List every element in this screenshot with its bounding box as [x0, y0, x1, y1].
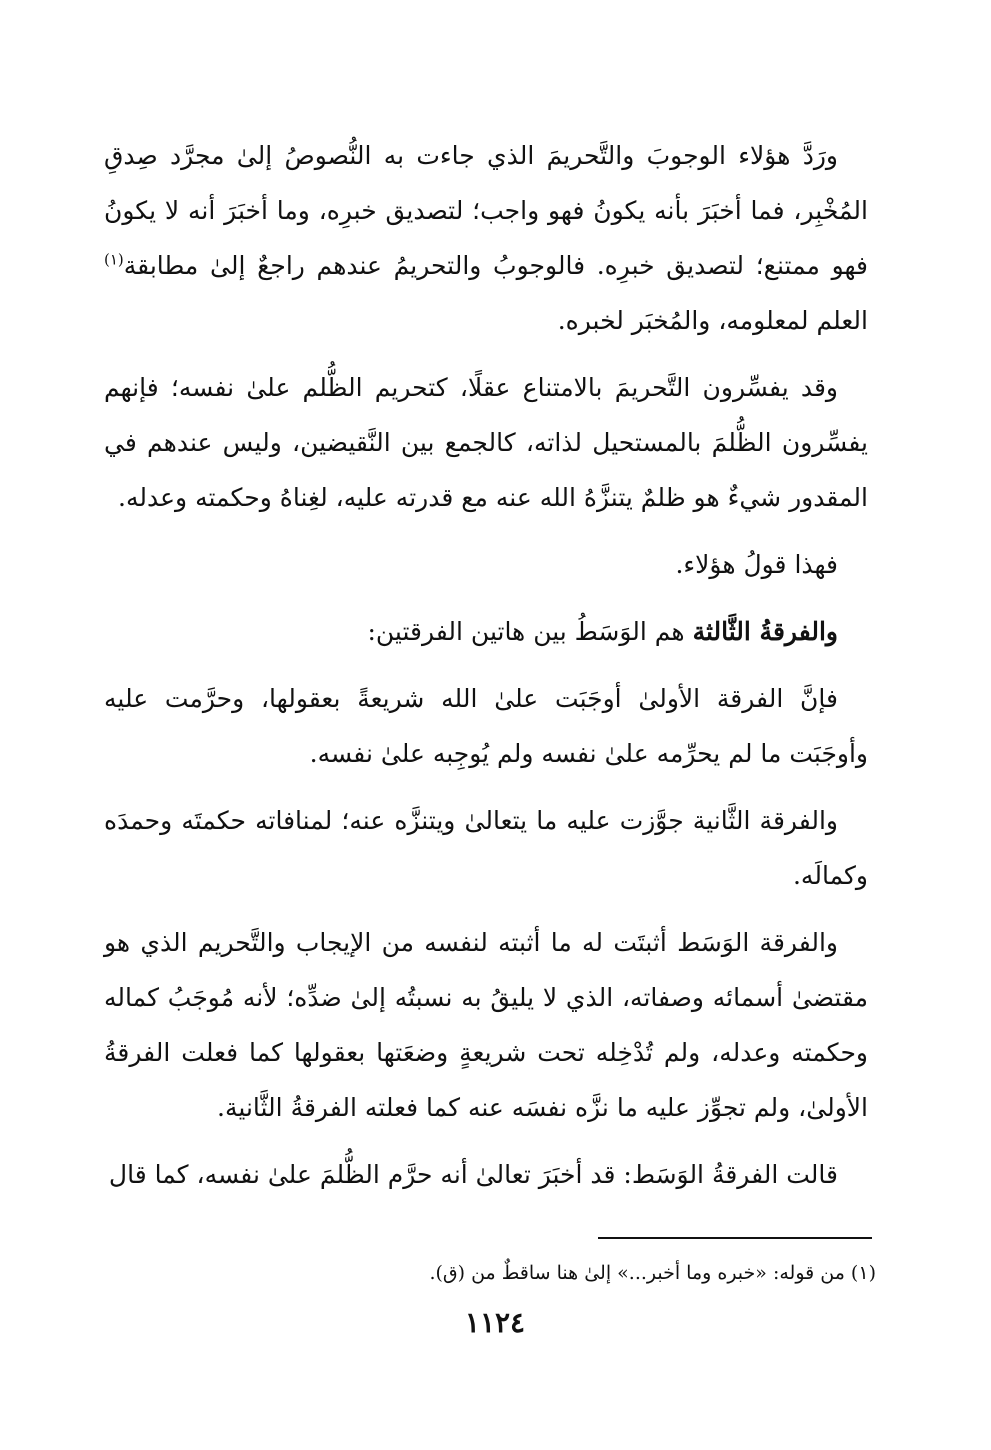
paragraph-1-text: ورَدَّ هؤلاء الوجوبَ والتَّحريمَ الذي جاءت به النُّصوصُ إلىٰ مجرَّد صِدقِ المُخْبِر، فما أخبَرَ بأنه يكونُ فهو واجب؛ لتصديق خبرِه، وما أخبَرَ أنه لا يكونُ فهو ممتنع؛ لتصديق خبرِه. فالوجوبُ والتحريمُ عندهم راجعٌ إلىٰ مطابقة: [104, 141, 868, 280]
paragraph-6: والفرقة الثَّانية جوَّزت عليه ما يتعالىٰ ويتنزَّه عنه؛ لمنافاته حكمتَه وحمدَه وكمالَه.: [104, 806, 868, 890]
paragraph-4-rest: هم الوَسَطُ بين هاتين الفرقتين:: [367, 617, 685, 646]
paragraph-3: فهذا قولُ هؤلاء.: [675, 550, 838, 579]
paragraph-1-tail: العلم لمعلومه، والمُخبَر لخبره.: [557, 306, 868, 335]
page-number: ١١٢٤: [464, 1306, 526, 1339]
paragraph-5: فإنَّ الفرقة الأولىٰ أوجَبَت علىٰ الله شريعةً بعقولها، وحرَّمت عليه وأوجَبَت ما لم يحرِّمه علىٰ نفسه ولم يُوجِبه علىٰ نفسه.: [104, 684, 868, 768]
paragraph-4-bold-lead: والفرقةُ الثَّالثة: [692, 617, 838, 646]
paragraph-1: [104, 128, 868, 348]
footnote-marker: (١): [104, 250, 124, 269]
paragraph-4: [104, 604, 868, 659]
paragraph-8: قالت الفرقةُ الوَسَط: قد أخبَرَ تعالىٰ أنه حرَّم الظُّلمَ علىٰ نفسه، كما قال: [108, 1160, 838, 1189]
paragraph-7: والفرقة الوَسَط أثبتَت له ما أثبته لنفسه من الإيجاب والتَّحريم الذي هو مقتضىٰ أسمائه وصفاته، الذي لا يليقُ به نسبتُه إلىٰ ضدِّه؛ لأنه مُوجَبُ كماله وحكمته وعدله، ولم تُدْخِله تحت شريعةٍ وضعَتها بعقولها كما فعلت الفرقةُ الأولىٰ، ولم تجوِّز عليه ما نزَّه نفسَه عنه كما فعلته الفرقةُ الثَّانية.: [104, 928, 868, 1122]
footnote: (١) من قوله: «خبره وما أخبر...» إلىٰ هنا ساقطٌ من (ق).: [429, 1262, 876, 1284]
paragraph-2: وقد يفسِّرون التَّحريمَ بالامتناع عقلًا، كتحريم الظُّلم علىٰ نفسه؛ فإنهم يفسِّرون الظُّلمَ بالمستحيل لذاته، كالجمع بين النَّقيضين، وليس عندهم في المقدور شيءٌ هو ظلمٌ يتنزَّهُ الله عنه مع قدرته عليه، لغِناهُ وحكمته وعدله.: [104, 373, 868, 512]
footnote-divider: [598, 1237, 872, 1239]
main-text: [104, 128, 868, 1214]
